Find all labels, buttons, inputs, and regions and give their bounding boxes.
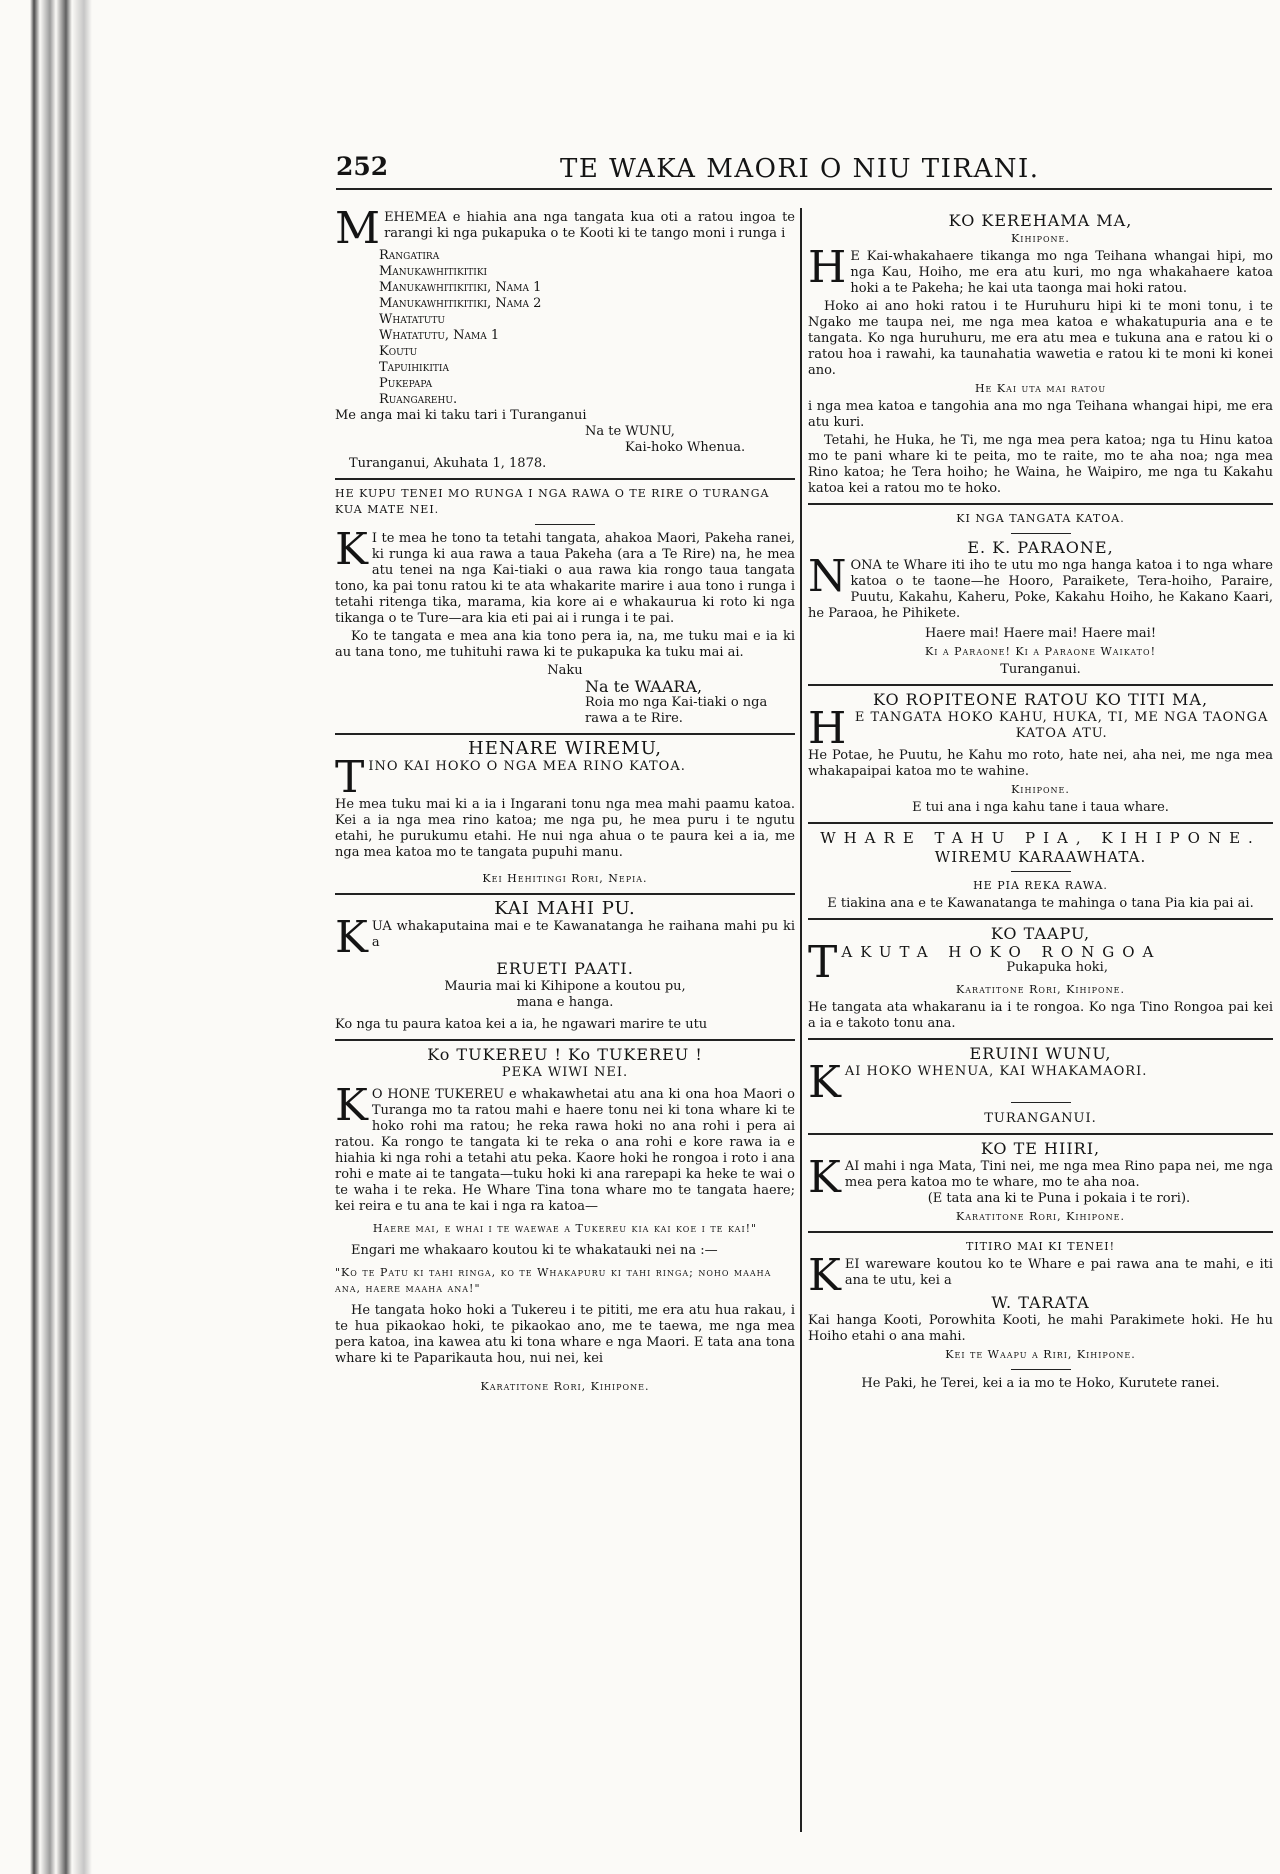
dropcap: K xyxy=(335,1080,368,1131)
ad-place: Kihipone. xyxy=(1011,232,1070,245)
dropcap: T xyxy=(335,752,365,803)
tukereu-ad xyxy=(335,1047,795,1395)
ad-subtitle: AKUTA HOKO RONGOA xyxy=(841,943,1162,961)
taapu-ad xyxy=(808,926,1273,1032)
column-divider xyxy=(800,208,802,1832)
section-rule xyxy=(808,1038,1273,1040)
wunu-ad xyxy=(808,1046,1273,1127)
newspaper-title: TE WAKA MAORI O NIU TIRANI. xyxy=(560,154,1040,184)
notice-signer: Na te WUNU, xyxy=(585,424,675,439)
ad-line: mana e hanga. xyxy=(516,995,614,1010)
dropcap: K xyxy=(808,1057,841,1108)
ad-pre: KI NGA TANGATA KATOA. xyxy=(956,512,1125,525)
short-rule xyxy=(535,524,595,525)
rire-notice xyxy=(335,486,795,727)
ad-title: KO ROPITEONE RATOU KO TITI MA, xyxy=(872,690,1209,709)
section-rule xyxy=(808,503,1273,505)
ad-title: WHARE TAHU PIA, KIHIPONE. xyxy=(820,829,1261,847)
section-rule xyxy=(808,684,1273,686)
block-item: Ruangarehu. xyxy=(379,392,458,407)
ropiteone-ad xyxy=(808,692,1273,816)
land-notice xyxy=(335,203,795,472)
henare-ad xyxy=(335,738,795,887)
ad-name: W. TARATA xyxy=(991,1293,1090,1312)
ad-line: Ko nga tu paura katoa kei a ia, he ngawari marire te utu xyxy=(335,1017,708,1032)
section-rule xyxy=(808,1231,1273,1233)
block-item: Whatatutu xyxy=(379,312,445,327)
dropcap: K xyxy=(808,1152,841,1203)
ad-body-3: He tangata hoko hoki a Tukereu i te pititi, me era atu hua rakau, i te hua pikaokao hoki, te pikaokao ano, me te taewa, me nga mea pera katoa, ina kawea atu ki tona whare e nga Maori. E tata ana tona whare ki te Paparikauta hou, nui nei, kei xyxy=(335,1303,795,1366)
ad-address: Karatitone Rori, Kihipone. xyxy=(480,1380,650,1393)
block-item: Whatatutu, Nama 1 xyxy=(379,328,500,343)
ad-title: KAI MAHI PU. xyxy=(494,898,636,919)
page-binding-edge xyxy=(0,0,120,1874)
ad-pre: TITIRO MAI KI TENEI! xyxy=(965,1240,1116,1253)
dropcap: K xyxy=(335,524,368,575)
ad-address: Kei Hehitingi Rori, Nepia. xyxy=(482,872,648,885)
ad-name: ERUETI PAATI. xyxy=(496,959,634,978)
rire-naku: Naku xyxy=(547,663,583,678)
ad-body: He Potae, he Puutu, he Kahu mo roto, hate nei, aha nei, me nga mea whakapaipai katoa mo te wahine. xyxy=(808,748,1273,779)
notice-role: Kai-hoko Whenua. xyxy=(625,440,746,455)
short-rule xyxy=(1011,871,1071,872)
header-rule xyxy=(336,188,1272,190)
ad-ki: Ki a Paraone! Ki a Paraone Waikato! xyxy=(924,645,1157,658)
ad-body: EI wareware koutou ko te Whare e pai rawa ana te mahi, e iti ana te utu, kei a xyxy=(844,1257,1273,1288)
rire-signer: Na te WAARA, xyxy=(585,677,703,696)
short-rule xyxy=(1011,533,1071,534)
ad-subtitle: PEKA WIWI NEI. xyxy=(501,1065,629,1080)
section-rule xyxy=(808,1133,1273,1135)
ad-address: Karatitone Rori, Kihipone. xyxy=(956,1210,1125,1223)
block-item: Pukepapa xyxy=(379,376,433,391)
rire-role: Roia mo nga Kai-tiaki o nga rawa a te Rire. xyxy=(585,695,768,726)
ad-body-2: Engari me whakaaro koutou ki te whakatauki nei na :— xyxy=(351,1243,718,1258)
dropcap: H xyxy=(808,242,847,293)
right-column xyxy=(808,210,1273,1392)
ad-title: KO KEREHAMA MA, xyxy=(948,211,1133,230)
ad-body: E Kai-whakahaere tikanga mo nga Teihana whangai hipi, mo nga Kau, Hoiho, me era atu kuri, mo nga whakahaere katoa hoki a te Pakeha; he kai uta taonga mai hoki ratou. xyxy=(850,249,1273,296)
section-rule xyxy=(808,918,1273,920)
ad-proverb: "Ko te Patu ki tahi ringa, ko te Whakapuru ki tahi ringa; noho maaha ana, haere maaha ana!" xyxy=(335,1266,772,1295)
ad-note: E tui ana i nga kahu tane i taua whare. xyxy=(912,800,1169,815)
ad-name: WIREMU KARAAWHATA. xyxy=(934,848,1147,866)
notice-date: Turanganui, Akuhata 1, 1878. xyxy=(349,456,547,471)
ad-body: AI mahi i nga Mata, Tini nei, me nga mea Rino papa nei, me nga mea pera katoa mo te whare, mo te aha noa. xyxy=(844,1159,1273,1190)
ad-title: KO TAAPU, xyxy=(990,924,1091,943)
ad-body: O HONE TUKEREU e whakawhetai atu ana ki ona hoa Maori o Turanga mo ta ratou mahi e haere tonu nei ki tona whare ki te hoko rohi ma ratou; he reka rawa hoki no ana rohi i pera ai ratou. Ka rongo te tangata ki te reka o ana rohi e kore rawa ia e hiahia ki nga rohi a tetahi atu peka. Kaore hoki he rongoa i roto i ana rohi e mate ai te tangata—tuku hoki ki ana rarepapi ka heke te wai o te waha i te reka. He Whare Tina tona whare mo te tangata haere; kei reira e tu ana te kai i nga ra katoa— xyxy=(335,1087,795,1214)
section-rule xyxy=(808,822,1273,824)
ad-subtitle: AI HOKO WHENUA, KAI WHAKAMAORI. xyxy=(844,1064,1148,1079)
ad-last: He Paki, he Terei, kei a ia mo te Hoko, Kurutete ranei. xyxy=(861,1376,1220,1391)
ad-subtitle: E TANGATA HOKO KAHU, HUKA, TI, ME NGA TAONGA KATOA ATU. xyxy=(854,710,1269,741)
section-rule xyxy=(335,733,795,735)
ad-line: Mauria mai ki Kihipone a koutou pu, xyxy=(444,979,686,994)
ad-body: E tiakina ana e te Kawanatanga te mahinga o tana Pia kia pai ai. xyxy=(827,896,1254,911)
ad-title: ERUINI WUNU, xyxy=(969,1044,1112,1063)
block-item: Manukawhitikitiki xyxy=(379,264,488,279)
tarata-ad xyxy=(808,1239,1273,1392)
hiiri-ad xyxy=(808,1141,1273,1225)
block-item: Manukawhitikitiki, Nama 2 xyxy=(379,296,542,311)
section-rule xyxy=(335,893,795,895)
kaimahi-ad xyxy=(335,898,795,1033)
ad-body: ONA te Whare iti iho te utu mo nga hanga katoa i to nga whare katoa o te taone—he Hooro, Paraikete, Tera-hoiho, Paraire, Puutu, Kakahu, Kaheru, Poke, Kakahu Hoiho, he Kakano Kaari, he Paraoa, he Pihikete. xyxy=(808,558,1273,621)
short-rule xyxy=(1011,1369,1071,1370)
paraone-ad xyxy=(808,511,1273,678)
dropcap: T xyxy=(808,937,838,988)
rire-body-2: Ko te tangata e mea ana kia tono pera ia, na, me tuku mai e ia ki au tana tono, me tuhituhi rawa ki te pukapuka ka tuku mai ai. xyxy=(335,629,795,660)
page-number: 252 xyxy=(336,152,389,181)
ad-cry: Haere mai, e whai i te waewae a Tukereu kia kai koe i te kai!" xyxy=(372,1222,758,1235)
ad-body: UA whakaputaina mai e te Kawanatanga he raihana mahi pu ki a xyxy=(371,919,795,950)
ad-place: TURANGANUI. xyxy=(984,1111,1097,1126)
notice-closing: Me anga mai ki taku tari i Turanganui xyxy=(335,408,587,423)
ad-line: Pukapuka hoki, xyxy=(1006,960,1108,975)
block-item: Rangatira xyxy=(379,248,440,263)
notice-intro: EHEMEA e hiahia ana nga tangata kua oti a ratou ingoa te rarangi ki nga pukapuka o te Kooti ki te tango moni i runga i xyxy=(384,210,795,241)
block-item: Koutu xyxy=(379,344,418,359)
ad-body-4: Tetahi, he Huka, he Ti, me nga mea pera katoa; nga tu Hinu katoa mo te pani whare ki te peita, mo te raite, mo te aha noa; nga mea Rino katoa; he Tera hoiho; he Waina, he Waipiro, me nga tu Kakahu katoa kei a ratou mo te hoko. xyxy=(808,433,1273,496)
ad-subtitle: HE PIA REKA RAWA. xyxy=(973,879,1108,892)
ad-address: Kei te Waapu a Riri, Kihipone. xyxy=(945,1348,1136,1361)
dropcap: N xyxy=(808,551,847,602)
rire-body: I te mea he tono ta tetahi tangata, ahakoa Maori, Pakeha ranei, ki runga ki aua rawa a taua Pakeha (ara a Te Rire) na, he mea atu tenei na nga Kai-tiaki o aua rawa kia rongo taua tangata tono, ka pai tonu ratou ki te ata whakarite marire i aua tono i runga i tetahi ritenga tika, marama, kia kore ai e whakaurua ki roto ki nga tikanga o te Ture—ara kia eti pai ai i runga i te pai. xyxy=(335,531,795,626)
block-item: Tapuihikitia xyxy=(379,360,449,375)
block-item: Manukawhitikitiki, Nama 1 xyxy=(379,280,542,295)
ad-title: E. K. PARAONE, xyxy=(967,538,1114,557)
ad-title: HENARE WIREMU, xyxy=(468,738,662,759)
ad-body: He tangata ata whakaranu ia i te rongoa. Ko nga Tino Rongoa pai kei a ia e takoto tonu ana. xyxy=(808,1000,1273,1031)
ad-subhead: He Kai uta mai ratou xyxy=(974,382,1107,395)
ad-cheer: Haere mai! Haere mai! Haere mai! xyxy=(924,626,1157,641)
section-rule xyxy=(335,478,795,480)
dropcap: M xyxy=(335,203,381,254)
ad-place: Kihipone. xyxy=(1011,783,1070,796)
wharetahu-ad xyxy=(808,830,1273,912)
ad-body-2: Hoko ai ano hoki ratou i te Huruhuru hipi ki te moni tonu, i te Ngako me taupa nei, me nga mea katoa e whakatupuria ana e te tangata. Ko nga huruhuru, me era atu mea e tukuna ana e ratou ki o ratou hoa i rawahi, ka taunahatia wawetia e ratou ki te moni ki konei ano. xyxy=(808,299,1273,378)
ad-body-2: Kai hanga Kooti, Porowhita Kooti, he mahi Parakimete hoki. He hu Hoiho etahi o ana mahi. xyxy=(808,1313,1273,1344)
dropcap: K xyxy=(808,1250,841,1301)
section-rule xyxy=(335,1039,795,1041)
ad-subtitle: INO KAI HOKO O NGA MEA RINO KATOA. xyxy=(368,759,686,774)
rire-heading: HE KUPU TENEI MO RUNGA I NGA RAWA O TE RIRE O TURANGA KUA MATE NEI. xyxy=(335,487,770,516)
short-rule xyxy=(1011,1102,1071,1103)
dropcap: H xyxy=(808,703,847,754)
ad-paren: (E tata ana ki te Puna i pokaia i te rori). xyxy=(927,1191,1191,1206)
block-list xyxy=(335,248,795,408)
ad-place: Turanganui. xyxy=(1000,662,1081,677)
ad-body: He mea tuku mai ki a ia i Ingarani tonu nga mea mahi paamu katoa. Kei a ia nga mea rino katoa; me nga pu, he mea puru i te ngutu etahi, he purukumu etahi. He nui nga ahua o te paura kei a ia, me nga mea katoa mo te tangata pupuhi manu. xyxy=(335,797,795,860)
dropcap: K xyxy=(335,912,368,963)
left-column xyxy=(335,203,795,1397)
kerehama-ad xyxy=(808,213,1273,497)
ad-title: KO TE HIIRI, xyxy=(980,1139,1101,1158)
ad-title: Ko TUKEREU ! Ko TUKEREU ! xyxy=(427,1045,703,1064)
ad-address: Karatitone Rori, Kihipone. xyxy=(956,983,1125,996)
ad-body-3: i nga mea katoa e tangohia ana mo nga Teihana whangai hipi, me era atu kuri. xyxy=(808,399,1273,430)
